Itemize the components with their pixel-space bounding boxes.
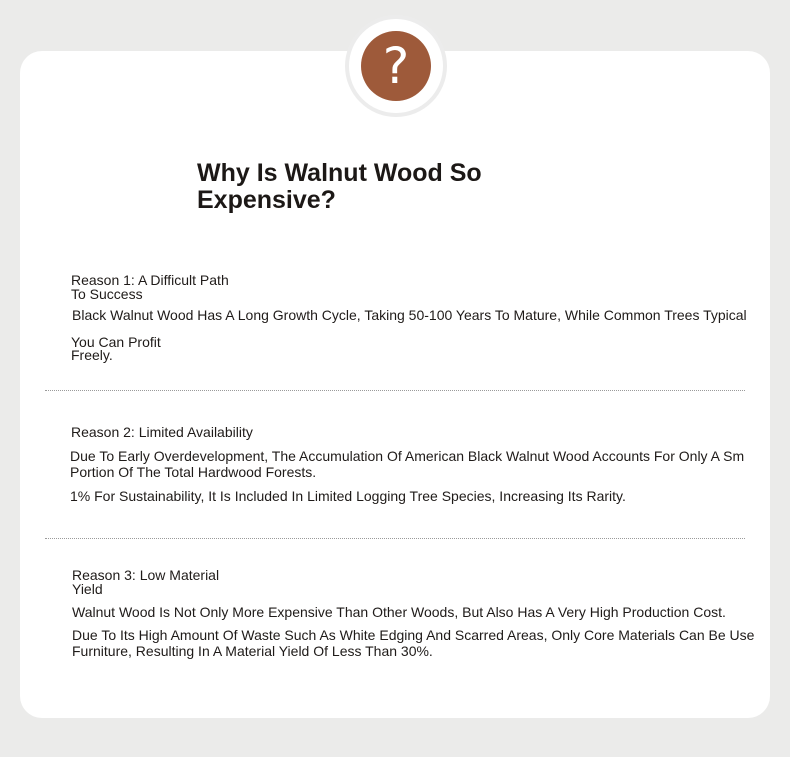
- reason-3-heading-line-1: Reason 3: Low Material: [72, 567, 220, 583]
- reason-1-paragraph-2-line-1: You Can Profit: [71, 334, 161, 350]
- question-mark-icon: [361, 31, 431, 101]
- question-badge: [349, 19, 443, 113]
- section-divider-2: [45, 538, 745, 539]
- section-divider-1: [45, 390, 745, 391]
- reason-1-paragraph-1: Black Walnut Wood Has A Long Growth Cycle, Taking 50-100 Years To Mature, While Common Trees Typical: [72, 307, 747, 323]
- reason-3-paragraph-2: [72, 627, 754, 659]
- reason-3-paragraph-2-line-1: Due To Its High Amount Of Waste Such As White Edging And Scarred Areas, Only Core Materials Can Be Use: [72, 627, 755, 643]
- page-title-line-2: Expensive?: [197, 186, 336, 214]
- reason-1-paragraph-2: [71, 336, 161, 362]
- reason-3-paragraph-1: Walnut Wood Is Not Only More Expensive Than Other Woods, But Also Has A Very High Production Cost.: [72, 604, 726, 620]
- reason-2-heading: [71, 425, 253, 439]
- reason-3-heading: [72, 568, 219, 596]
- reason-2-paragraph-1-line-2: Portion Of The Total Hardwood Forests.: [70, 464, 317, 480]
- reason-1-paragraph-2-line-2: Freely.: [71, 347, 113, 363]
- reason-2-paragraph-1: [70, 448, 744, 480]
- reason-2-heading-line-1: Reason 2: Limited Availability: [71, 424, 253, 440]
- reason-3-paragraph-2-line-2: Furniture, Resulting In A Material Yield Of Less Than 30%.: [72, 643, 433, 659]
- reason-3-heading-line-2: Yield: [72, 581, 103, 597]
- reason-1-heading-line-2: To Success: [71, 286, 143, 302]
- reason-1-heading: [71, 273, 229, 301]
- reason-2-paragraph-2: 1% For Sustainability, It Is Included In Limited Logging Tree Species, Increasing Its Rarity.: [70, 488, 626, 504]
- reason-2-paragraph-1-line-1: Due To Early Overdevelopment, The Accumulation Of American Black Walnut Wood Accounts For Only A Sm: [70, 448, 745, 464]
- reason-1-heading-line-1: Reason 1: A Difficult Path: [71, 272, 229, 288]
- question-mark-symbol: ?: [382, 37, 410, 95]
- page-title-line-1: Why Is Walnut Wood So: [197, 159, 482, 187]
- page-title: [197, 160, 517, 214]
